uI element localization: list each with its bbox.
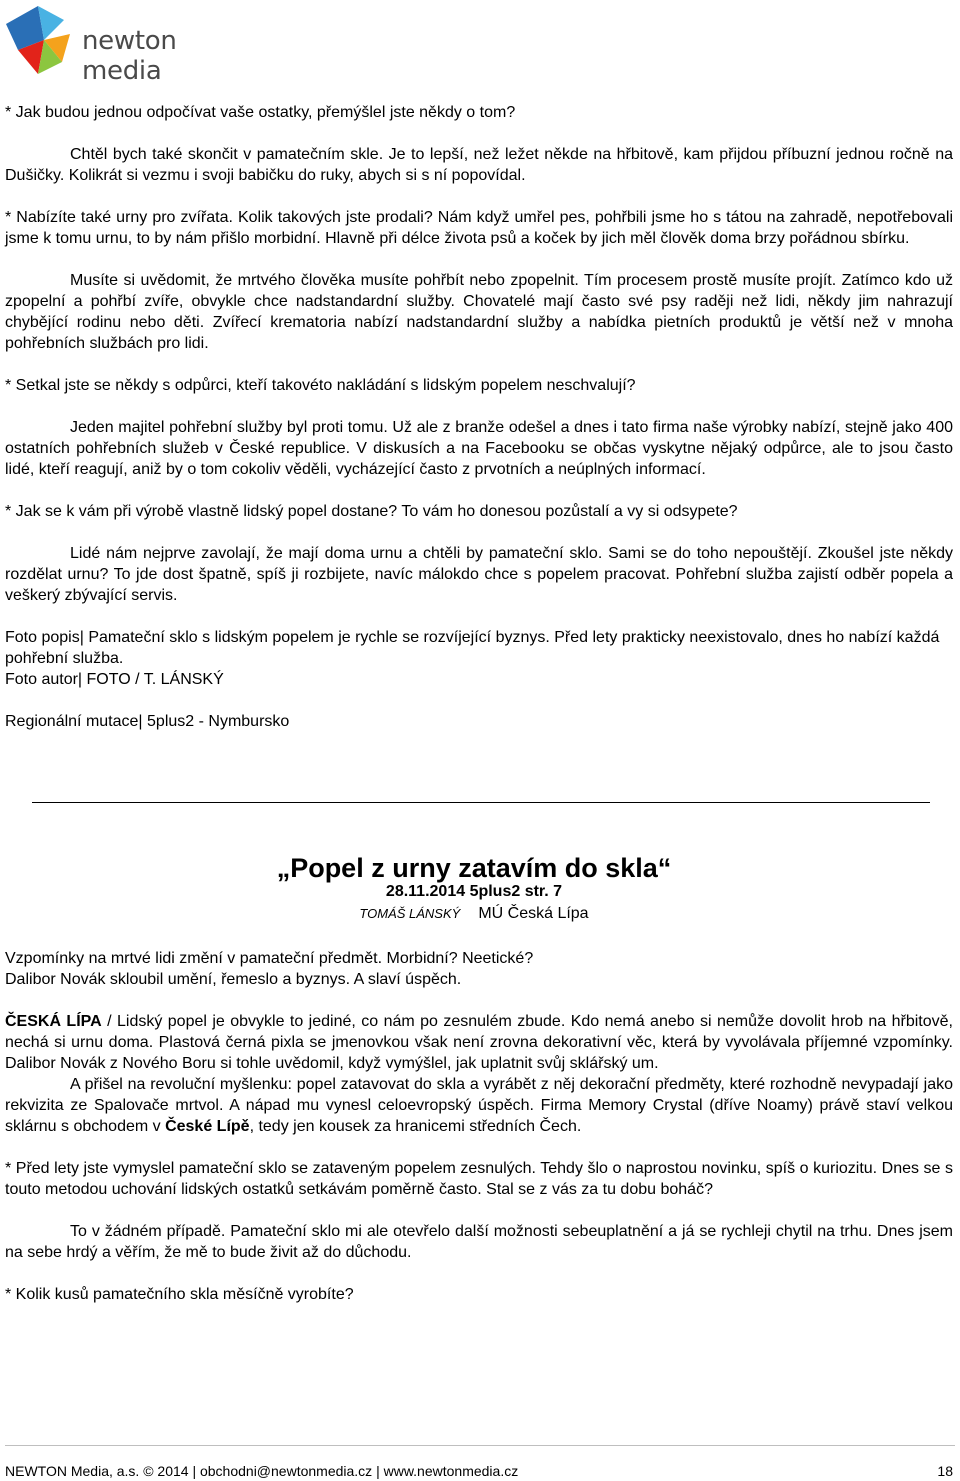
question: * Jak se k vám při výrobě vlastně lidský popel dostane? To vám ho donesou pozůstalí a vy si odsypete? [5, 503, 738, 520]
paragraph-text: / Lidský popel je obvykle to jediné, co nám po zesnulém zbude. Kdo nemá anebo si nemůže dovolit hrob na hřbitově, nechá si urnu doma. Plastová černá pixla se jmenovkou však není zrovna dekorativní věc, která by vyvolávala příjemné vzpomínky. Dalibor Novák z Nového Boru si tohle uvědomil, když vymýšlel, jak uplatnit svůj sklářský um. [5, 1013, 953, 1072]
article-headline: „Popel z urny zatavím do skla“ [276, 853, 672, 883]
newton-media-logo [4, 4, 244, 86]
article-continuation [5, 102, 953, 732]
photo-caption: Foto popis| Pamateční sklo s lidským popelem je rychle se rozvíjející byznys. Před lety prakticky neexistovalo, dnes ho nabízí každá pohřební služba. [5, 629, 940, 667]
paragraph-text: , tedy jen kousek za hranicemi středních Čech. [249, 1118, 582, 1135]
answer: To v žádném případě. Pamateční sklo mi ale otevřelo další možnosti sebeuplatnění a já se rychleji chytil na trhu. Dnes jsem na sebe hrdý a věřím, že mě to bude živit až do důchodu. [5, 1223, 953, 1261]
regional-edition: Regionální mutace| 5plus2 - Nymbursko [5, 713, 290, 730]
author-name: TOMÁŠ LÁNSKÝ [359, 906, 461, 921]
article-divider [32, 802, 930, 803]
article-lead: Vzpomínky na mrtvé lidi změní v pamateční předmět. Morbidní? Neetické? Dalibor Novák skloubil umění, řemeslo a byznys. A slaví úspěch. [5, 950, 534, 988]
photo-author: Foto autor| FOTO / T. LÁNSKÝ [5, 671, 224, 688]
section-name: MÚ Česká Lípa [478, 905, 589, 922]
article-byline [0, 905, 948, 923]
brand-name: newton media [82, 26, 177, 86]
page-number: 18 [937, 1463, 953, 1479]
answer: Lidé nám nejprve zavolají, že mají doma urnu a chtěli by pamateční sklo. Sami se do toho nepouštějí. Zkoušel jste někdy rozdělat urnu? To jde dost špatně, spíš ji rozbijete, navíc málokdo chce s popelem pracovat. Pohřební služba zajistí odběr popela a veškerý zbývající servis. [5, 545, 953, 604]
article-paragraph [5, 1074, 953, 1137]
question: * Setkal jste se někdy s odpůrci, kteří takovéto nakládání s lidským popelem neschvalují? [5, 377, 636, 394]
question: * Před lety jste vymyslel pamateční sklo se zataveným popelem zesnulých. Tehdy šlo o naprostou novinku, spíš o kuriozitu. Dnes se s touto metodou uchování lidských ostatků setkávám poměrně často. Stal se z vás za tu dobu boháč? [5, 1160, 953, 1198]
footer-divider [5, 1445, 955, 1446]
page-footer [5, 1463, 953, 1480]
highlighted-place: České Lípě [165, 1118, 250, 1135]
answer: Jeden majitel pohřební služby byl proti tomu. Už ale z branže odešel a dnes i tato firma naše výrobky nabízí, stejně jako 400 ostatních pohřebních služeb v České republice. V diskusích a na Facebooku se občas vyskytne nějaký odpůrce, ale to jsou často lidé, kteří reagují, aniž by o tom cokoliv věděli, vycházející často z prvotních a neúplných informací. [5, 419, 953, 478]
article-body [5, 948, 953, 1305]
answer: Musíte si uvědomit, že mrtvého člověka musíte pohřbít nebo zpopelnit. Tím procesem prostě musíte projít. Zatímco kdo už zpopelní a pohřbí zvíře, obvykle chce nadstandardní služby. Chovatelé mají často své psy raději než lidi, někdy jim nahrazují chybějící rodinu nebo děti. Zvířecí krematoria nabízí nadstandardní služby a nabídka pietních produktů je větší než v mnoha pohřebních službách pro lidi. [5, 272, 953, 352]
article-paragraph [5, 1011, 953, 1074]
place-dateline: ČESKÁ LÍPA [5, 1013, 102, 1030]
question: * Kolik kusů pamatečního skla měsíčně vyrobíte? [5, 1286, 354, 1303]
footer-text: NEWTON Media, a.s. © 2014 | obchodni@newtonmedia.cz | www.newtonmedia.cz [5, 1463, 519, 1479]
answer: Chtěl bych také skončit v pamatečním skle. Je to lepší, než ležet někde na hřbitově, kam přijdou příbuzní jednou ročně na Dušičky. Kolikrát si vezmu i svoji babičku do ruky, abych si s ní popovídal. [5, 146, 953, 184]
question: * Jak budou jednou odpočívat vaše ostatky, přemýšlel jste někdy o tom? [5, 104, 516, 121]
article-dateline: 28.11.2014 5plus2 str. 7 [385, 883, 563, 900]
logo-mark-icon [4, 4, 78, 76]
question: * Nabízíte také urny pro zvířata. Kolik takových jste prodali? Nám když umřel pes, pohřbili jsme ho s tátou na zahradě, nepotřebovali jsme k tomu urnu, to by nám přišlo morbidní. Hlavně při délce života psů a koček by jich měl člověk doma brzy pořádnou sbírku. [5, 209, 953, 247]
paragraph-text: A přišel na revoluční myšlenku: popel zatavovat do skla a vyrábět z něj dekorační předměty, které rozhodně nevypadají jako rekvizita ze Spalovače mrtvol. A nápad mu vynesl celoevropský úspěch. Firma Memory Crystal (dříve Noamy) právě staví velkou sklárnu s obchodem v [5, 1076, 953, 1135]
